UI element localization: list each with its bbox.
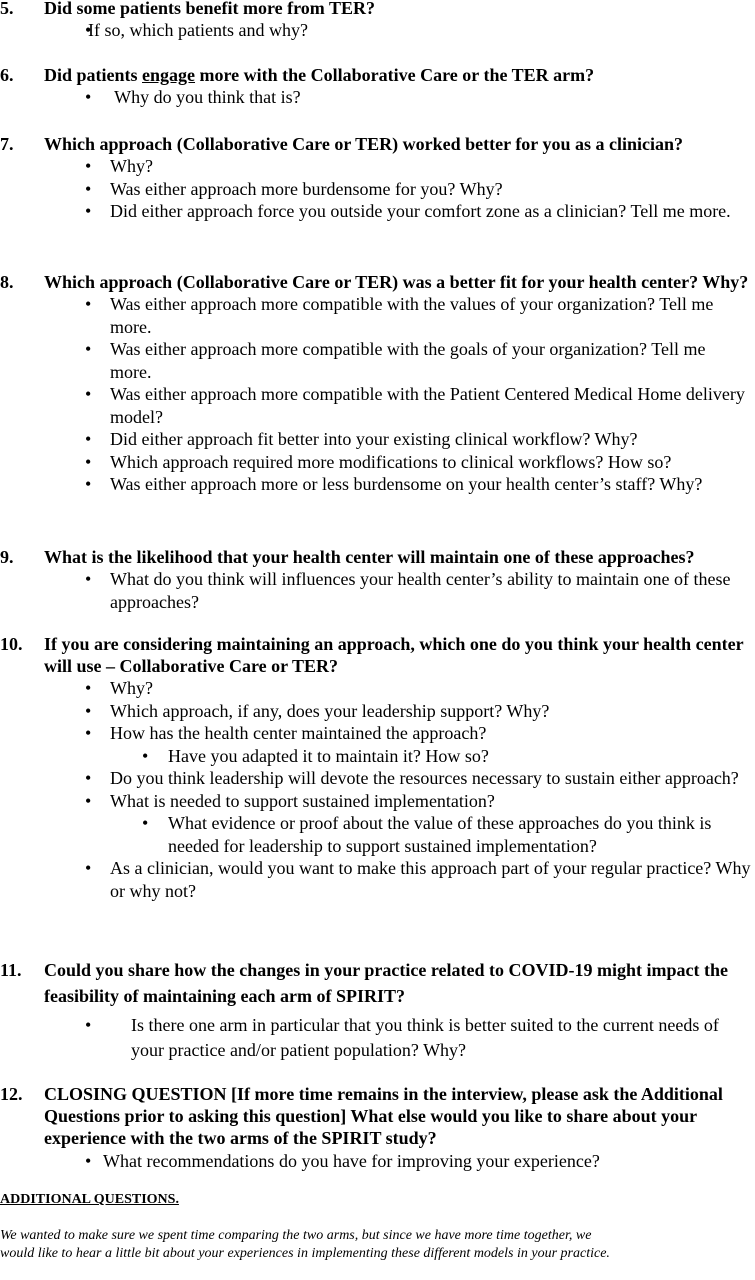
additional-questions-heading: ADDITIONAL QUESTIONS. [0,1192,179,1207]
question-number: 8. [0,272,14,292]
bullet-item: • Do you think leadership will devote the resources necessary to sustain either approach? [0,767,755,790]
bullet-item: • Was either approach more compatible with the Patient Centered Medical Home delivery model? [0,383,755,428]
question-8 [0,271,755,496]
bullet-list [0,568,755,613]
bullet-item: • Was either approach more or less burdensome on your health center’s staff? Why? [0,473,755,496]
question-text: Which approach (Collaborative Care or TER) worked better for you as a clinician? [44,134,683,154]
bullet-item: • Which approach, if any, does your leadership support? Why? [0,700,755,723]
bullet-item: • If so, which patients and why? [0,19,755,42]
bullet-item: • How has the health center maintained the approach? [0,722,755,745]
sub-bullet-item: • Have you adapted it to maintain it? How so? [0,745,755,768]
bullet-item: • Was either approach more burdensome for you? Why? [0,178,755,201]
question-text: Could you share how the changes in your practice related to COVID-19 might impact the feasibility of maintaining each arm of SPIRIT? [44,960,728,1006]
bullet-item: • What recommendations do you have for improving your experience? [0,1150,755,1173]
question-number: 9. [0,547,14,567]
bullet-item: • Did either approach fit better into your existing clinical workflow? Why? [0,428,755,451]
bullet-list [0,86,755,109]
bullet-list [0,1150,755,1173]
bullet-list [0,677,755,902]
question-text: CLOSING QUESTION [If more time remains in the interview, please ask the Additional Questions prior to asking this question] What else would you like to share about your experience with the two arms of the SPIRIT study? [44,1084,723,1148]
bullet-item: • Was either approach more compatible with the goals of your organization? Tell me more. [0,338,755,383]
bullet-item: • Is there one arm in particular that you think is better suited to the current needs of your practice and/or patient population? Why? [0,1013,755,1062]
question-7 [0,133,755,223]
question-number: 5. [0,0,14,18]
bullet-item: • Was either approach more compatible with the values of your organization? Tell me more. [0,293,755,338]
bullet-list [0,1013,755,1062]
question-text: What is the likelihood that your health center will maintain one of these approaches? [44,547,695,567]
bullet-item: • Which approach required more modifications to clinical workflows? How so? [0,451,755,474]
question-number: 6. [0,65,14,85]
additional-questions-intro: We wanted to make sure we spent time comparing the two arms, but since we have more time together, we would like to hear a little bit about your experiences in implementing these different models in your practice. [0,1228,610,1261]
bullet-item: • Did either approach force you outside your comfort zone as a clinician? Tell me more. [0,200,755,223]
bullet-item: • Why? [0,155,755,178]
bullet-list [0,19,755,42]
question-text: Which approach (Collaborative Care or TER) was a better fit for your health center? Why? [44,272,749,292]
bullet-item: • What is needed to support sustained implementation? [0,790,755,813]
question-number: 7. [0,134,14,154]
question-11 [0,957,755,1062]
question-text: If you are considering maintaining an approach, which one do you think your health center will use – Collaborative Care or TER? [44,634,744,676]
question-12 [0,1083,755,1173]
bullet-item: • As a clinician, would you want to make this approach part of your regular practice? Why or why not? [0,857,755,902]
question-5 [0,0,755,42]
bullet-item: • Why? [0,677,755,700]
question-number: 12. [0,1084,23,1104]
question-text: Did patients engage more with the Collaborative Care or the TER arm? [44,65,595,85]
question-text: Did some patients benefit more from TER? [44,0,375,18]
question-number: 10. [0,634,23,654]
question-10 [0,633,755,902]
question-9 [0,546,755,613]
question-6 [0,64,755,109]
question-number: 11. [0,960,22,980]
underlined-word: engage [142,65,196,85]
bullet-item: • Why do you think that is? [0,86,755,109]
bullet-list [0,155,755,223]
bullet-item: • What do you think will influences your health center’s ability to maintain one of these approaches? [0,568,755,613]
bullet-list [0,293,755,496]
sub-bullet-item: • What evidence or proof about the value of these approaches do you think is needed for leadership to support sustained implementation? [0,812,755,857]
